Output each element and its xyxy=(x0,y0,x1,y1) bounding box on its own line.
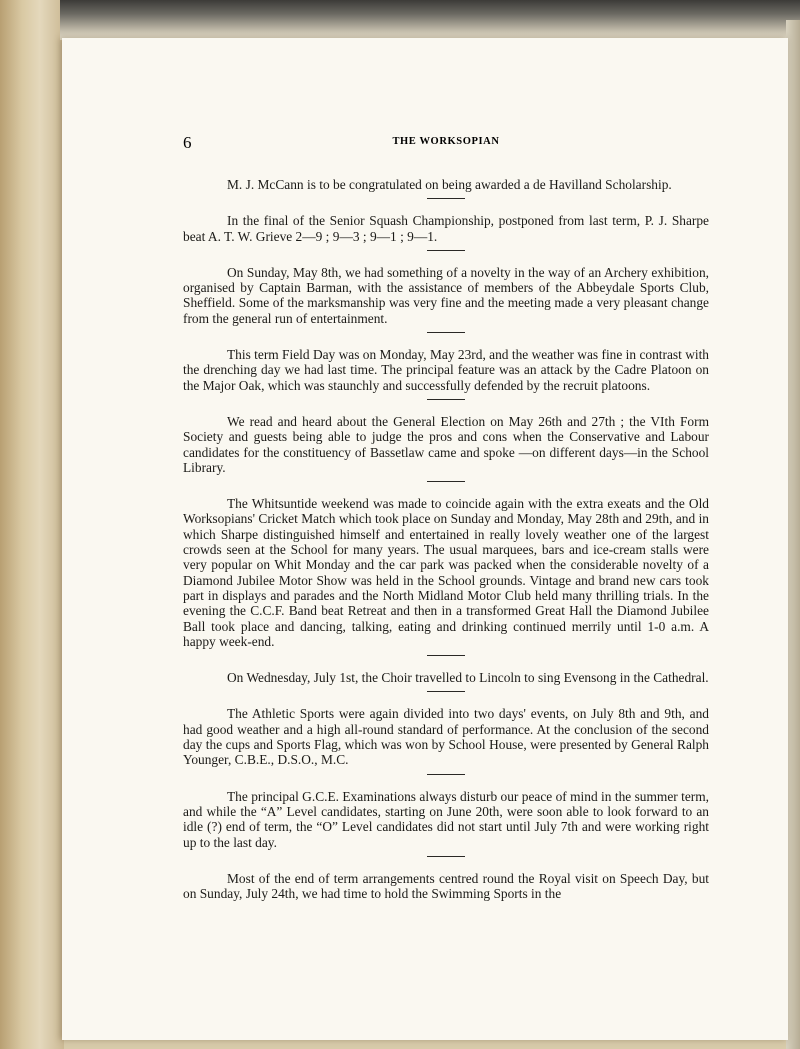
section-divider xyxy=(427,655,465,656)
section-divider xyxy=(427,856,465,857)
section-divider xyxy=(427,481,465,482)
book-binding xyxy=(0,0,64,1049)
paragraph-2: In the final of the Senior Squash Championship, postponed from last term, P. J. Sharpe beat A. T. W. Grieve 2—9 ; 9—3 ; 9—1 ; 9—1. xyxy=(183,213,709,244)
article-body xyxy=(183,177,709,901)
running-title: THE WORKSOPIAN xyxy=(392,136,500,147)
section-divider xyxy=(427,691,465,692)
paragraph-10: Most of the end of term arrangements centred round the Royal visit on Speech Day, but on Sunday, July 24th, we had time to hold the Swimming Sports in the xyxy=(183,870,709,902)
right-page-edge xyxy=(786,20,800,1049)
paragraph-5: We read and heard about the General Election on May 26th and 27th ; the VIth Form Society and guests being able to judge the pros and cons when the Conservative and Labour candidates for the constituency of Bassetlaw came and spoke —on different days—in the School Library. xyxy=(183,413,709,475)
paragraph-3: On Sunday, May 8th, we had something of a novelty in the way of an Archery exhibition, organised by Captain Barman, with the assistance of members of the Abbeydale Sports Club, Sheffield. Some of the marksmanship was very fine and the meeting made a very pleasant change from the general run of entertainment. xyxy=(183,264,709,326)
page-number: 6 xyxy=(183,133,192,152)
paragraph-9: The principal G.C.E. Examinations always disturb our peace of mind in the summer term, and while the “A” Level candidates, starting on June 20th, were soon able to look forward to an idle (?) end of term, the “O” Level candidates did not start until July 7th and were working right up to the last day. xyxy=(183,788,709,850)
section-divider xyxy=(427,332,465,333)
paragraph-6: The Whitsuntide weekend was made to coincide again with the extra exeats and the Old Worksopians' Cricket Match which took place on Sunday and Monday, May 28th and 29th, and in which Sharpe distinguished himself and entertained in really lovely weather one of the largest crowds seen at the School for many years. The usual marquees, bars and ice-cream stalls were very popular on Whit Monday and the car park was packed when the considerable novelty of a Diamond Jubilee Motor Show was held in the School grounds. Vintage and brand new cars took part in displays and parades and the North Midland Motor Club held many thrilling trials. In the evening the C.C.F. Band beat Retreat and then in a transformed Great Hall the Diamond Jubilee Ball took place and dancing, talking, eating and drinking continued merrily until 1-0 a.m. A happy week-end. xyxy=(183,496,709,649)
top-page-edge xyxy=(60,0,800,40)
paragraph-8: The Athletic Sports were again divided into two days' events, on July 8th and 9th, and had good weather and a high all-round standard of performance. At the conclusion of the second day the cups and Sports Flag, which was won by School House, were presented by General Ralph Younger, C.B.E., D.S.O., M.C. xyxy=(183,706,709,768)
page-header xyxy=(183,133,709,153)
paragraph-4: This term Field Day was on Monday, May 23rd, and the weather was fine in contrast with the drenching day we had last time. The principal feature was an attack by the Cadre Platoon on the Major Oak, which was staunchly and successfully defended by the recruit platoons. xyxy=(183,347,709,393)
section-divider xyxy=(427,774,465,775)
section-divider xyxy=(427,250,465,251)
section-divider xyxy=(427,399,465,400)
paragraph-1: M. J. McCann is to be congratulated on being awarded a de Havilland Scholarship. xyxy=(227,177,672,192)
paragraph-7: On Wednesday, July 1st, the Choir travelled to Lincoln to sing Evensong in the Cathedral. xyxy=(227,670,709,686)
section-divider xyxy=(427,198,465,199)
